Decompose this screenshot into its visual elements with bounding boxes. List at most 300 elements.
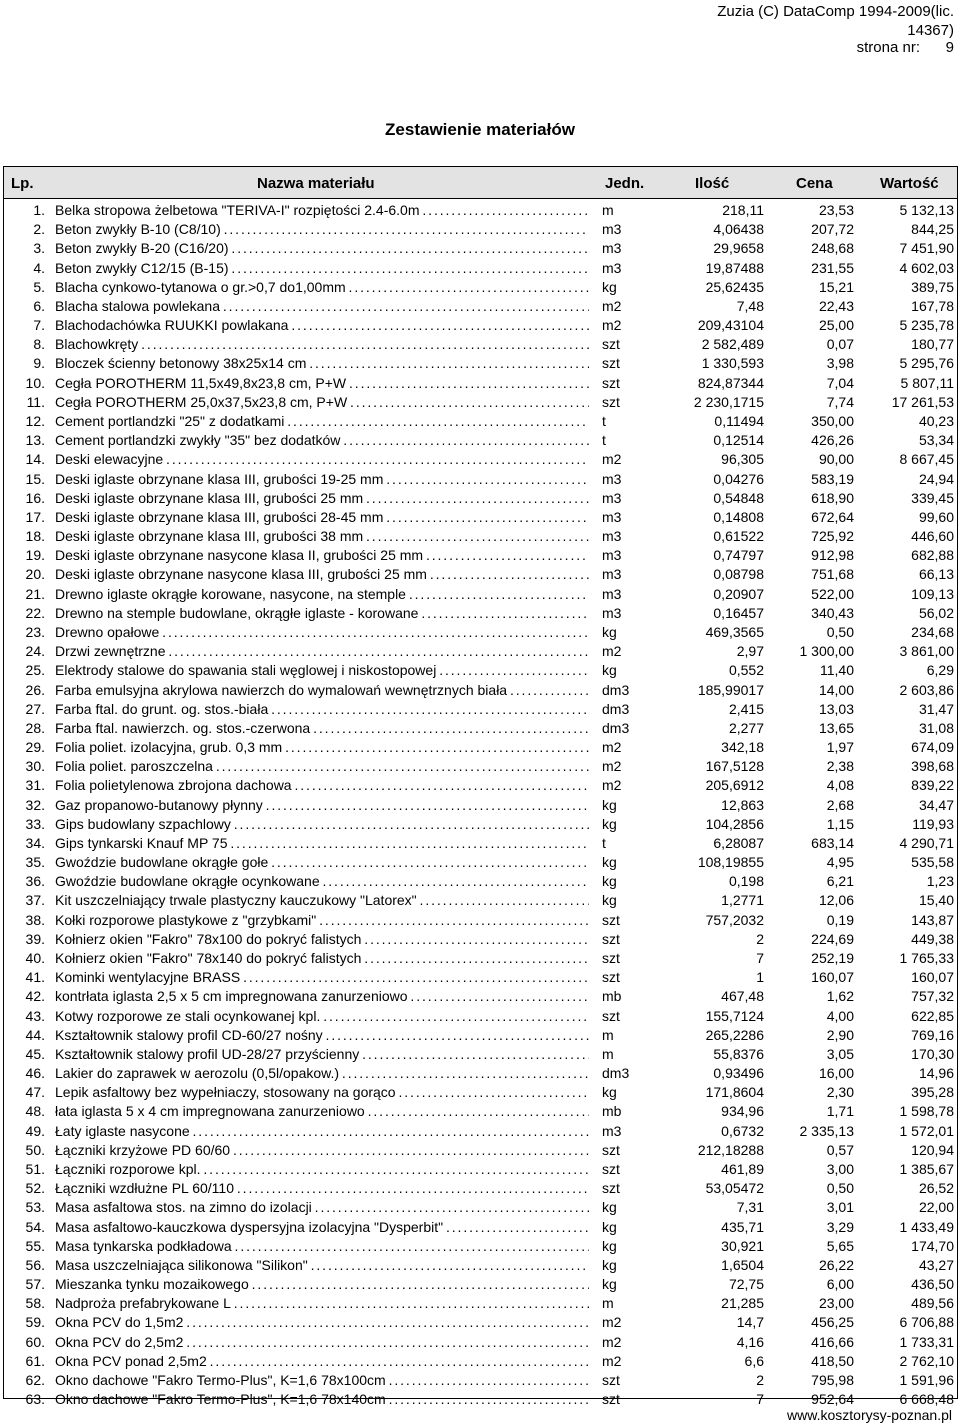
row-price: 3,05 — [826, 1045, 854, 1062]
row-qty: 824,87344 — [697, 374, 764, 391]
table-row — [4, 450, 959, 469]
row-lp: 8. — [33, 336, 45, 353]
table-row — [4, 968, 959, 987]
row-value: 5 132,13 — [899, 202, 954, 218]
row-unit: szt — [602, 950, 620, 967]
row-unit: m2 — [602, 1314, 622, 1331]
row-qty: 0,04276 — [713, 470, 764, 487]
table-row — [4, 1083, 959, 1102]
row-name: Masa uszczelniająca silikonowa "Silikon" . . . — [55, 1256, 589, 1275]
row-qty: 19,87488 — [705, 259, 764, 276]
row-qty: 108,19855 — [697, 854, 764, 871]
table-row — [4, 1237, 959, 1256]
row-value: 22,00 — [918, 1199, 954, 1216]
row-qty: 6,28087 — [713, 834, 764, 851]
row-value: 174,70 — [911, 1237, 954, 1254]
row-price: 1,15 — [826, 815, 854, 832]
row-qty: 7 — [756, 950, 764, 967]
row-qty: 0,6732 — [721, 1122, 764, 1139]
table-row — [4, 431, 959, 450]
row-price: 3,98 — [826, 355, 854, 372]
row-name: Okno dachowe "Fakro Termo-Plus", K=1,6 78x140cm . . . — [55, 1390, 589, 1409]
row-unit: kg — [602, 1276, 617, 1293]
row-name: Nadproża prefabrykowane L . . . — [55, 1294, 589, 1313]
row-unit: m3 — [602, 566, 622, 583]
row-name: Gips budowlany szpachlowy . . . — [55, 815, 589, 834]
row-name: Farba ftal. nawierzch. og. stos.-czerwona . . . — [55, 719, 589, 738]
row-name: Drewno na stemple budowlane, okrągłe iglaste - korowane . . . — [55, 604, 589, 623]
row-qty: 2,97 — [736, 643, 764, 660]
table-row — [4, 1007, 959, 1026]
col-name: Nazwa materiału — [257, 175, 375, 192]
row-unit: szt — [602, 355, 620, 372]
row-lp: 60. — [25, 1333, 45, 1350]
row-qty: 6,6 — [744, 1352, 764, 1369]
row-unit: kg — [602, 623, 617, 640]
row-unit: m3 — [602, 604, 622, 621]
row-unit: m3 — [602, 528, 622, 545]
row-qty: 0,20907 — [713, 585, 764, 602]
row-price: 6,00 — [826, 1276, 854, 1293]
row-unit: mb — [602, 1103, 622, 1120]
row-value: 160,07 — [911, 969, 954, 986]
row-price: 583,19 — [811, 470, 854, 487]
row-price: 13,03 — [818, 700, 854, 717]
row-name: Beton zwykły B-20 (C16/20) . . . — [55, 239, 589, 258]
row-name: Cement portlandzki zwykły "35" bez dodatków . . . — [55, 431, 589, 450]
row-lp: 38. — [25, 911, 45, 928]
row-qty: 0,16457 — [713, 604, 764, 621]
row-price: 16,00 — [818, 1065, 854, 1082]
row-qty: 0,12514 — [713, 432, 764, 449]
row-lp: 58. — [25, 1295, 45, 1312]
row-qty: 21,285 — [721, 1295, 764, 1312]
row-qty: 4,16 — [736, 1333, 764, 1350]
row-unit: m — [602, 1295, 614, 1312]
row-qty: 934,96 — [721, 1103, 764, 1120]
row-lp: 63. — [25, 1391, 45, 1408]
row-unit: szt — [602, 374, 620, 391]
row-price: 23,00 — [818, 1295, 854, 1312]
row-unit: kg — [602, 1218, 617, 1235]
row-lp: 31. — [25, 777, 45, 794]
row-qty: 209,43104 — [697, 317, 764, 334]
row-lp: 47. — [25, 1084, 45, 1101]
row-price: 426,26 — [811, 432, 854, 449]
row-name: Deski elewacyjne . . . — [55, 450, 589, 469]
license-line: 14367) — [907, 22, 954, 39]
table-row — [4, 661, 959, 680]
table-row — [4, 796, 959, 815]
row-value: 24,94 — [918, 470, 954, 487]
row-value: 6 706,88 — [899, 1314, 954, 1331]
row-name: Masa tynkarska podkładowa . . . — [55, 1237, 589, 1256]
row-price: 1,97 — [826, 739, 854, 756]
row-value: 682,88 — [911, 547, 954, 564]
table-row — [4, 1313, 959, 1332]
row-unit: m2 — [602, 297, 622, 314]
row-value: 143,87 — [911, 911, 954, 928]
row-price: 90,00 — [818, 451, 854, 468]
row-price: 25,00 — [818, 317, 854, 334]
row-name: Deski iglaste obrzynane nasycone klasa III, grubości 25 mm . . . — [55, 565, 589, 584]
row-qty: 0,14808 — [713, 508, 764, 525]
row-value: 119,93 — [912, 815, 954, 832]
row-lp: 32. — [25, 796, 45, 813]
row-value: 170,30 — [911, 1045, 954, 1062]
row-name: Drzwi zewnętrzne . . . — [55, 642, 589, 661]
page-title: Zestawienie materiałów — [385, 120, 575, 139]
table-header — [3, 166, 958, 199]
table-row — [4, 872, 959, 891]
row-lp: 52. — [25, 1180, 45, 1197]
row-price: 22,43 — [818, 297, 854, 314]
row-unit: kg — [602, 854, 617, 871]
table-row — [4, 1179, 959, 1198]
row-price: 1,62 — [826, 988, 854, 1005]
row-name: Deski iglaste obrzynane nasycone klasa II, grubości 25 mm . . . — [55, 546, 589, 565]
row-value: 389,75 — [911, 278, 954, 295]
row-unit: kg — [602, 662, 617, 679]
row-unit: kg — [602, 278, 617, 295]
row-qty: 4,06438 — [713, 221, 764, 238]
row-lp: 61. — [25, 1352, 45, 1369]
row-name: Elektrody stalowe do spawania stali węglowej i niskostopowej . . . — [55, 661, 589, 680]
row-unit: dm3 — [602, 700, 630, 717]
row-price: 0,50 — [826, 623, 854, 640]
row-lp: 54. — [25, 1218, 45, 1235]
col-unit: Jedn. — [605, 175, 645, 192]
row-value: 5 807,11 — [900, 374, 954, 391]
table-row — [4, 374, 959, 393]
row-lp: 45. — [25, 1045, 45, 1062]
table-row — [4, 700, 959, 719]
row-price: 751,68 — [811, 566, 854, 583]
row-unit: m2 — [602, 1352, 622, 1369]
row-lp: 14. — [25, 451, 45, 468]
row-value: 180,77 — [911, 336, 954, 353]
table-row — [4, 930, 959, 949]
row-value: 8 667,45 — [899, 451, 954, 468]
row-value: 339,45 — [911, 489, 954, 506]
table-row — [4, 1064, 959, 1083]
company-line: Zuzia (C) DataComp 1994-2009(lic. — [717, 3, 954, 20]
row-price: 2,90 — [826, 1026, 854, 1043]
page-label: strona nr: — [856, 39, 920, 56]
row-price: 340,43 — [811, 604, 854, 621]
row-value: 4 290,71 — [899, 834, 954, 851]
row-unit: kg — [602, 1237, 617, 1254]
row-qty: 25,62435 — [705, 278, 764, 295]
row-value: 535,58 — [911, 854, 954, 871]
row-unit: m2 — [602, 758, 622, 775]
row-qty: 0,54848 — [713, 489, 764, 506]
row-qty: 12,863 — [721, 796, 764, 813]
row-lp: 5. — [33, 278, 45, 295]
row-qty: 171,8604 — [705, 1084, 764, 1101]
row-unit: kg — [602, 796, 617, 813]
row-value: 234,68 — [911, 623, 954, 640]
table-row — [4, 853, 959, 872]
row-unit: m — [602, 1045, 614, 1062]
row-unit: t — [602, 834, 606, 851]
row-qty: 461,89 — [721, 1161, 764, 1177]
table-row — [4, 470, 959, 489]
row-qty: 0,11494 — [714, 412, 764, 429]
row-price: 7,74 — [826, 393, 854, 410]
row-name: Kominki wentylacyjne BRASS . . . — [55, 968, 589, 987]
table-row — [4, 278, 959, 297]
row-name: Łączniki krzyżowe PD 60/60 . . . — [55, 1141, 589, 1160]
row-lp: 35. — [25, 854, 45, 871]
row-price: 522,00 — [811, 585, 854, 602]
license-header — [717, 2, 954, 40]
row-lp: 15. — [25, 470, 45, 487]
row-price: 952,64 — [811, 1391, 854, 1408]
row-lp: 29. — [25, 739, 45, 756]
row-price: 0,07 — [826, 336, 854, 353]
table-row — [4, 508, 959, 527]
row-qty: 2 582,489 — [701, 336, 764, 353]
row-lp: 9. — [33, 355, 45, 372]
row-value: 436,50 — [911, 1276, 954, 1293]
row-qty: 14,7 — [736, 1314, 764, 1331]
row-value: 6 668,48 — [899, 1391, 954, 1408]
row-name: Deski iglaste obrzynane klasa III, grubości 38 mm . . . — [55, 527, 589, 546]
row-value: 622,85 — [911, 1007, 954, 1024]
row-name: Folia polietylenowa zbrojona dachowa . . . — [55, 776, 589, 795]
row-price: 2,30 — [826, 1084, 854, 1101]
row-value: 4 602,03 — [899, 259, 954, 276]
row-lp: 16. — [25, 489, 45, 506]
row-lp: 59. — [25, 1314, 45, 1331]
row-name: Łączniki wzdłużne PL 60/110 . . . — [55, 1179, 589, 1198]
table-row — [4, 297, 959, 316]
row-lp: 51. — [25, 1161, 45, 1177]
row-price: 3,00 — [826, 1161, 854, 1177]
row-unit: kg — [602, 1084, 617, 1101]
table-row — [4, 1218, 959, 1237]
row-value: 446,60 — [911, 528, 954, 545]
row-unit: szt — [602, 930, 620, 947]
row-price: 0,57 — [826, 1141, 854, 1158]
row-value: 1 385,67 — [899, 1161, 954, 1177]
table-row — [4, 1141, 959, 1160]
table-row — [4, 1352, 959, 1371]
footer-url: www.kosztorysy-poznan.pl — [787, 1407, 952, 1423]
row-price: 416,66 — [811, 1333, 854, 1350]
row-price: 13,65 — [818, 719, 854, 736]
table-row — [4, 623, 959, 642]
row-price: 0,50 — [826, 1180, 854, 1197]
row-value: 674,09 — [911, 739, 954, 756]
row-qty: 29,9658 — [713, 240, 764, 257]
row-value: 3 861,00 — [899, 643, 954, 660]
row-value: 66,13 — [918, 566, 954, 583]
row-unit: kg — [602, 873, 617, 890]
row-qty: 0,552 — [728, 662, 764, 679]
row-unit: m3 — [602, 221, 622, 238]
row-price: 248,68 — [811, 240, 854, 257]
table-row — [4, 642, 959, 661]
row-value: 1 591,96 — [899, 1371, 954, 1388]
row-qty: 2,415 — [728, 700, 764, 717]
row-name: Okna PCV do 2,5m2 . . . — [55, 1333, 589, 1352]
row-price: 14,00 — [818, 681, 854, 698]
row-lp: 2. — [33, 221, 45, 238]
row-name: Folia poliet. izolacyjna, grub. 0,3 mm . . . — [55, 738, 589, 757]
row-price: 231,55 — [811, 259, 854, 276]
row-lp: 49. — [25, 1122, 45, 1139]
row-lp: 1. — [33, 202, 45, 218]
row-qty: 1,2771 — [721, 892, 764, 909]
row-qty: 435,71 — [721, 1218, 764, 1235]
row-lp: 20. — [25, 566, 45, 583]
row-lp: 10. — [25, 374, 45, 391]
table-row — [4, 316, 959, 335]
row-lp: 62. — [25, 1371, 45, 1388]
row-price: 2 335,13 — [799, 1122, 854, 1139]
row-name: Cement portlandzki "25" z dodatkami . . . — [55, 412, 589, 431]
row-price: 252,19 — [811, 950, 854, 967]
row-unit: szt — [602, 969, 620, 986]
row-qty: 185,99017 — [697, 681, 764, 698]
row-unit: szt — [602, 1371, 620, 1388]
row-lp: 25. — [25, 662, 45, 679]
row-price: 7,04 — [826, 374, 854, 391]
row-unit: dm3 — [602, 681, 630, 698]
row-lp: 48. — [25, 1103, 45, 1120]
col-lp: Lp. — [11, 175, 34, 192]
row-value: 6,29 — [926, 662, 954, 679]
row-value: 1 433,49 — [899, 1218, 954, 1235]
row-lp: 23. — [25, 623, 45, 640]
table-row — [4, 757, 959, 776]
table-row — [4, 1026, 959, 1045]
row-qty: 55,8376 — [713, 1045, 764, 1062]
row-lp: 46. — [25, 1065, 45, 1082]
row-qty: 0,61522 — [713, 528, 764, 545]
row-qty: 2 — [756, 1371, 764, 1388]
row-qty: 155,7124 — [705, 1007, 764, 1024]
row-price: 160,07 — [811, 969, 854, 986]
table-row — [4, 604, 959, 623]
table-row — [4, 393, 959, 412]
row-name: Deski iglaste obrzynane klasa III, grubości 28-45 mm . . . — [55, 508, 589, 527]
table-row — [4, 546, 959, 565]
row-value: 43,27 — [918, 1256, 954, 1273]
row-name: Blacha cynkowo-tytanowa o gr.>0,7 do1,00mm . . . — [55, 278, 589, 297]
row-price: 6,21 — [826, 873, 854, 890]
row-unit: m3 — [602, 547, 622, 564]
row-unit: szt — [602, 1180, 620, 1197]
row-qty: 265,2286 — [705, 1026, 764, 1043]
row-price: 418,50 — [811, 1352, 854, 1369]
row-price: 456,25 — [811, 1314, 854, 1331]
table-row — [4, 412, 959, 431]
row-value: 757,32 — [911, 988, 954, 1005]
row-price: 15,21 — [818, 278, 854, 295]
row-name: Gips tynkarski Knauf MP 75 . . . — [55, 834, 589, 853]
row-value: 839,22 — [911, 777, 954, 794]
row-price: 224,69 — [811, 930, 854, 947]
row-lp: 30. — [25, 758, 45, 775]
row-price: 207,72 — [811, 221, 854, 238]
row-lp: 22. — [25, 604, 45, 621]
row-lp: 55. — [25, 1237, 45, 1254]
row-value: 14,96 — [918, 1065, 954, 1082]
row-name: Cegła POROTHERM 25,0x37,5x23,8 cm, P+W . . . — [55, 393, 589, 412]
row-price: 23,53 — [818, 202, 854, 218]
row-price: 725,92 — [811, 528, 854, 545]
row-name: Deski iglaste obrzynane klasa III, grubości 19-25 mm . . . — [55, 470, 589, 489]
row-value: 489,56 — [911, 1295, 954, 1312]
row-name: Gwoździe budowlane okrągłe ocynkowane . . . — [55, 872, 589, 891]
row-qty: 7,31 — [736, 1199, 764, 1216]
table-row — [4, 565, 959, 584]
row-lp: 34. — [25, 834, 45, 851]
row-price: 4,95 — [826, 854, 854, 871]
row-price: 795,98 — [811, 1371, 854, 1388]
row-price: 2,68 — [826, 796, 854, 813]
row-unit: szt — [602, 1161, 620, 1177]
row-lp: 19. — [25, 547, 45, 564]
row-value: 17 261,53 — [891, 393, 954, 410]
row-qty: 218,11 — [722, 202, 764, 218]
row-lp: 21. — [25, 585, 45, 602]
row-unit: m2 — [602, 317, 622, 334]
row-unit: dm3 — [602, 1065, 630, 1082]
row-lp: 28. — [25, 719, 45, 736]
row-price: 350,00 — [811, 412, 854, 429]
row-qty: 7 — [756, 1391, 764, 1408]
page-number-line — [857, 38, 954, 57]
row-lp: 37. — [25, 892, 45, 909]
row-name: Kołnierz okien "Fakro" 78x140 do pokryć falistych . . . — [55, 949, 589, 968]
row-name: Folia poliet. paroszczelna . . . — [55, 757, 589, 776]
table-row — [4, 1275, 959, 1294]
row-qty: 212,18288 — [697, 1141, 764, 1158]
table-row — [4, 1045, 959, 1064]
row-value: 56,02 — [918, 604, 954, 621]
row-qty: 205,6912 — [705, 777, 764, 794]
table-row — [4, 776, 959, 795]
row-unit: m2 — [602, 1333, 622, 1350]
row-lp: 12. — [25, 412, 45, 429]
row-qty: 469,3565 — [705, 623, 764, 640]
row-value: 167,78 — [911, 297, 954, 314]
row-qty: 342,18 — [721, 739, 764, 756]
row-name: Drewno opałowe . . . — [55, 623, 589, 642]
row-value: 398,68 — [911, 758, 954, 775]
row-name: Beton zwykły B-10 (C8/10) . . . — [55, 220, 589, 239]
row-lp: 11. — [26, 393, 45, 410]
row-qty: 0,198 — [728, 873, 764, 890]
row-name: Farba ftal. do grunt. og. stos.-biała . . . — [55, 700, 589, 719]
row-name: Masa asfaltowa stos. na zimno do izolacji . . . — [55, 1198, 589, 1217]
row-unit: mb — [602, 988, 622, 1005]
row-lp: 18. — [25, 528, 45, 545]
row-lp: 24. — [25, 643, 45, 660]
table-row — [4, 1160, 959, 1179]
row-value: 31,08 — [918, 719, 954, 736]
row-price: 618,90 — [811, 489, 854, 506]
row-qty: 1 — [756, 969, 764, 986]
row-unit: m — [602, 1026, 614, 1043]
row-lp: 36. — [25, 873, 45, 890]
row-name: Kształtownik stalowy profil UD-28/27 przyścienny . . . — [55, 1045, 589, 1064]
row-unit: kg — [602, 1199, 617, 1216]
